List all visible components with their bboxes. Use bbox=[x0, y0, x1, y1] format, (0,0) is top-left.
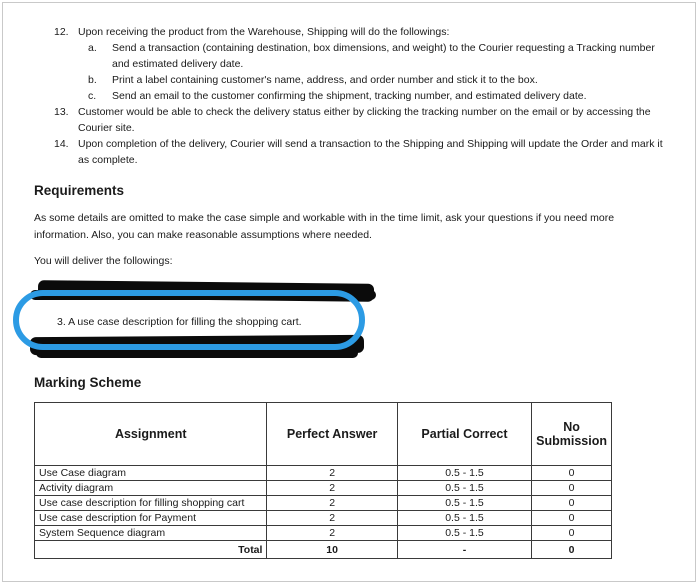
deliverables-intro: You will deliver the followings: bbox=[34, 255, 173, 267]
cell-assignment: Use case description for filling shopping cart bbox=[35, 496, 267, 511]
substep-letter: c. bbox=[88, 90, 97, 102]
step-number: 13. bbox=[54, 106, 69, 118]
substep-text: Send a transaction (containing destination, box dimensions, and weight) to the Courier requesting a Tracking number and estimated delivery date. bbox=[112, 42, 655, 70]
table-row bbox=[35, 526, 612, 541]
header-assignment: Assignment bbox=[35, 403, 267, 466]
total-label: Total bbox=[35, 541, 267, 559]
cell-assignment: Use Case diagram bbox=[35, 466, 267, 481]
step-text: Customer would be able to check the delivery status either by clicking the tracking number on the email or by accessing the Courier site. bbox=[78, 106, 651, 134]
step-text: Upon completion of the delivery, Courier will send a transaction to the Shipping and Shipping will update the Order and mark it as complete. bbox=[78, 138, 663, 166]
cell-assignment: Activity diagram bbox=[35, 481, 267, 496]
table-row bbox=[35, 496, 612, 511]
cell-no-submission: 0 bbox=[532, 526, 612, 541]
header-partial: Partial Correct bbox=[397, 403, 531, 466]
cell-partial: 0.5 - 1.5 bbox=[397, 526, 531, 541]
requirements-paragraph: As some details are omitted to make the case simple and workable with in the time limit, ask your questions if you need more information. Also, you can make reasonable assumptions where needed. bbox=[34, 212, 615, 241]
total-row bbox=[35, 541, 612, 559]
step-number: 12. bbox=[54, 26, 69, 38]
header-no-submission: No Submission bbox=[532, 403, 612, 466]
substep-text: Print a label containing customer's name, address, and order number and stick it to the box. bbox=[112, 74, 538, 86]
table-row bbox=[35, 481, 612, 496]
cell-perfect: 2 bbox=[267, 466, 397, 481]
table-row bbox=[35, 511, 612, 526]
step-text: Upon receiving the product from the Warehouse, Shipping will do the followings: bbox=[78, 26, 450, 38]
cell-no-submission: 0 bbox=[532, 481, 612, 496]
cell-assignment: Use case description for Payment bbox=[35, 511, 267, 526]
step-12a bbox=[88, 40, 670, 72]
deliverable-item-3: 3. A use case description for filling the shopping cart. bbox=[57, 316, 302, 328]
header-perfect: Perfect Answer bbox=[267, 403, 397, 466]
total-perfect: 10 bbox=[267, 541, 397, 559]
step-12c bbox=[88, 88, 670, 104]
substep-letter: a. bbox=[88, 42, 97, 54]
cell-no-submission: 0 bbox=[532, 466, 612, 481]
cell-assignment: System Sequence diagram bbox=[35, 526, 267, 541]
marking-table bbox=[34, 402, 612, 559]
cell-partial: 0.5 - 1.5 bbox=[397, 481, 531, 496]
cell-partial: 0.5 - 1.5 bbox=[397, 466, 531, 481]
step-12b bbox=[88, 72, 670, 88]
cell-perfect: 2 bbox=[267, 496, 397, 511]
step-12 bbox=[40, 24, 670, 40]
cell-no-submission: 0 bbox=[532, 511, 612, 526]
substep-text: Send an email to the customer confirming the shipment, tracking number, and estimated delivery date. bbox=[112, 90, 587, 102]
cell-perfect: 2 bbox=[267, 511, 397, 526]
step-14 bbox=[40, 136, 670, 168]
process-steps bbox=[40, 24, 670, 168]
cell-perfect: 2 bbox=[267, 481, 397, 496]
total-partial: - bbox=[397, 541, 531, 559]
requirements-heading: Requirements bbox=[34, 183, 125, 198]
step-number: 14. bbox=[54, 138, 69, 150]
highlight-circle bbox=[13, 290, 365, 350]
table-row bbox=[35, 466, 612, 481]
substep-letter: b. bbox=[88, 74, 97, 86]
cell-partial: 0.5 - 1.5 bbox=[397, 511, 531, 526]
total-no-submission: 0 bbox=[532, 541, 612, 559]
table-header-row bbox=[35, 403, 612, 466]
cell-partial: 0.5 - 1.5 bbox=[397, 496, 531, 511]
cell-no-submission: 0 bbox=[532, 496, 612, 511]
cell-perfect: 2 bbox=[267, 526, 397, 541]
step-13 bbox=[40, 104, 670, 136]
marking-scheme-heading: Marking Scheme bbox=[34, 375, 142, 390]
